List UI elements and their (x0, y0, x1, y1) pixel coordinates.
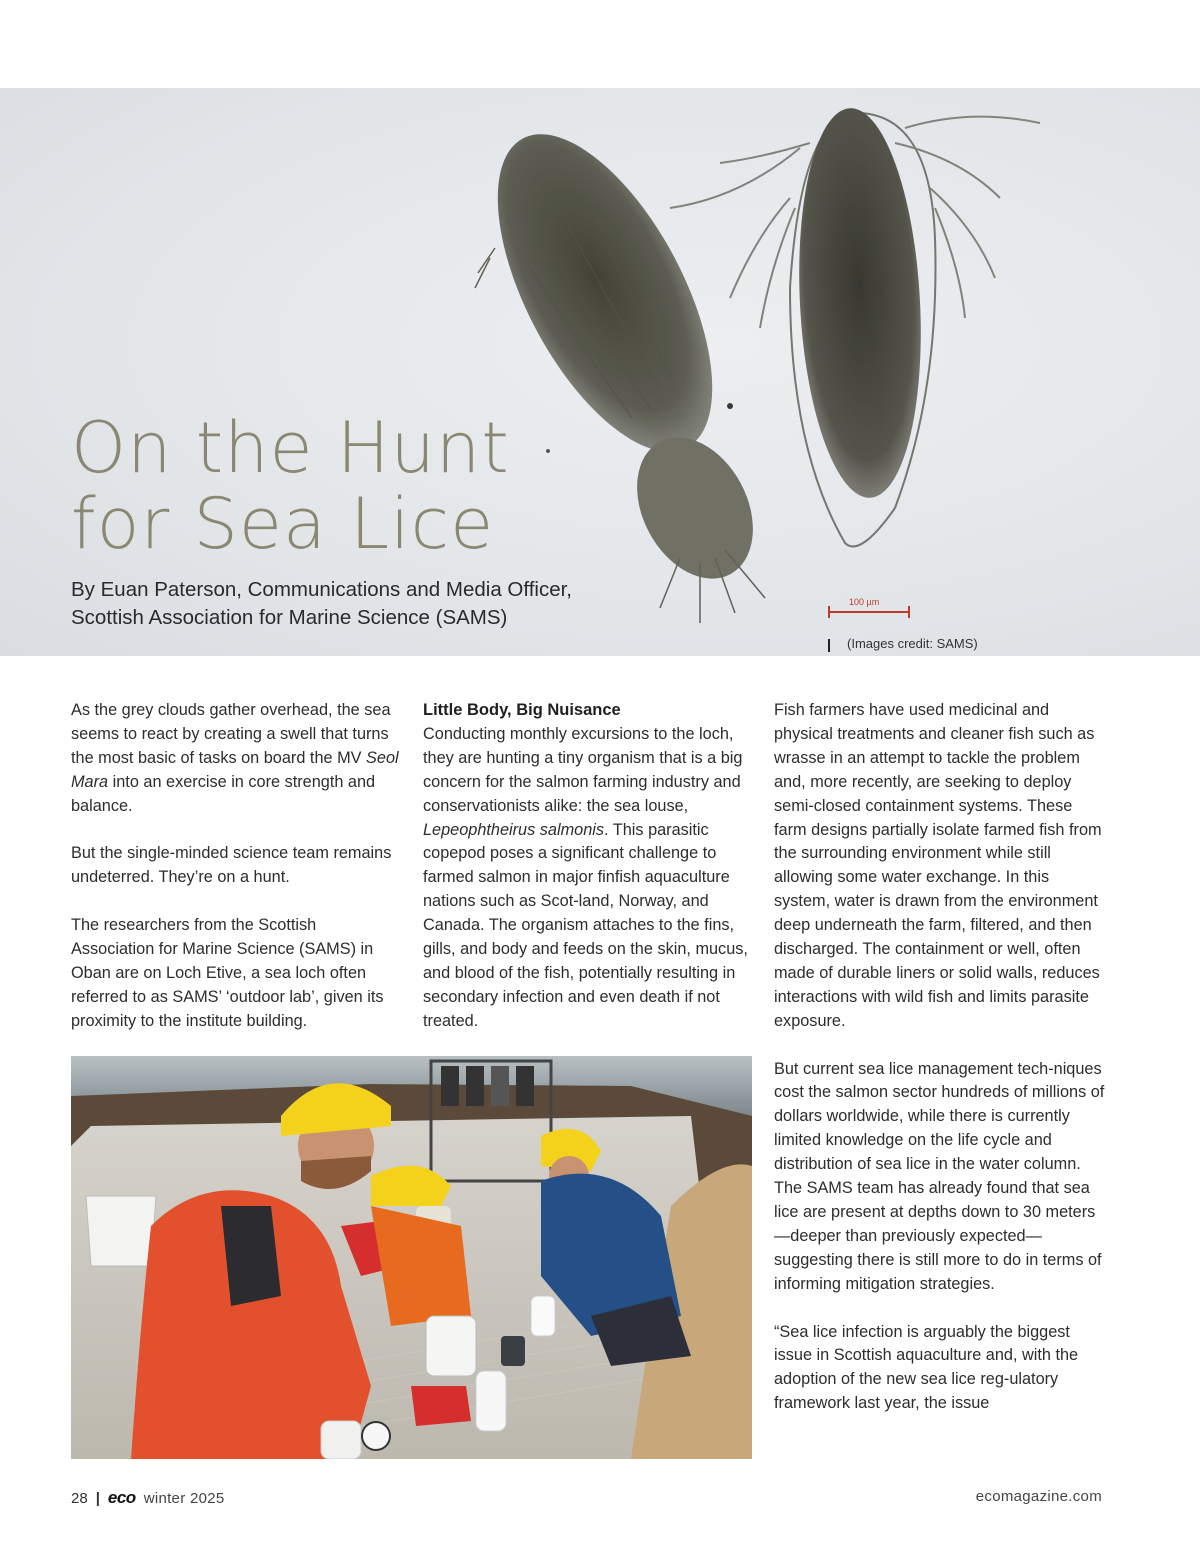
scale-bar (829, 606, 909, 618)
footer-separator: | (95, 1489, 100, 1507)
paragraph-text: Conducting monthly excursions to the loch, they are hunting a tiny organism that is a big concern for the salmon farming industry and conservationists alike: the sea louse, (423, 724, 743, 815)
sea-lice-microscope-image (0, 88, 1200, 656)
page-footer-left (71, 1488, 225, 1508)
article-column-2 (423, 699, 755, 1034)
paragraph-text: into an exercise in core strength and balance. (71, 772, 376, 815)
credit-divider (828, 639, 830, 652)
byline-line-2: Scottish Association for Marine Science (SAMS) (71, 606, 508, 629)
paragraph: But current sea lice management tech-niques cost the salmon sector hundreds of millions of dollars worldwide, while there is currently limited knowledge on the life cycle and distribution of sea lice in the water column. The SAMS team has already found that sea lice are present at depths down to 30 meters—deeper than previously expected—suggesting there is still more to do in terms of informing mitigation strategies. (774, 1059, 1105, 1293)
paragraph-text: As the grey clouds gather overhead, the sea seems to react by creating a swell that turns the most basic of tasks on board the MV (71, 701, 391, 767)
magazine-logo: eco (107, 1488, 136, 1507)
byline-line-1: By Euan Paterson, Communications and Media Officer, (71, 578, 572, 601)
article-column-1 (71, 699, 401, 1034)
issue-label: winter 2025 (143, 1489, 225, 1507)
paragraph: “Sea lice infection is arguably the biggest issue in Scottish aquaculture and, with the adoption of the new sea lice reg-ulatory framework last year, the issue (774, 1322, 1079, 1413)
paragraph: Fish farmers have used medicinal and physical treatments and cleaner fish such as wrasse in an attempt to tackle the problem and, more recently, are seeking to deploy semi-closed containment systems. These farm designs partially isolate farmed fish from the surrounding environment while still allowing some water exchange. In this system, water is drawn from the environment deep underneath the farm, filtered, and then discharged. The containment or well, often made of durable liners or solid walls, reduces interactions with wild fish and limits parasite exposure. (774, 701, 1102, 1030)
scale-bar-label: 100 µm (849, 597, 880, 607)
article-byline (71, 576, 691, 632)
paragraph: But the single-minded science team remains undeterred. They’re on a hunt. (71, 844, 392, 887)
article-column-3 (774, 699, 1106, 1416)
paragraph-text: . This parasitic copepod poses a significant challenge to farmed salmon in major finfish aquaculture nations such as Scot-land, Norway, and Canada. The organism attaches to the fins, gills, and body and feeds on the skin, mucus, and blood of the fish, potentially resulting in secondary infection and even death if not treated. (423, 820, 748, 1030)
title-line-1: On the Hunt (71, 407, 510, 489)
boat-scene-illustration (71, 1056, 752, 1459)
species-name: Lepeophtheirus salmonis (423, 820, 605, 839)
paragraph (71, 699, 401, 819)
title-line-2: for Sea Lice (71, 483, 495, 565)
article-title (71, 407, 631, 565)
hero-section (0, 88, 1200, 656)
researchers-photo (71, 1056, 752, 1459)
website-link[interactable]: ecomagazine.com (975, 1488, 1102, 1505)
page-number: 28 (71, 1489, 88, 1507)
section-subheading: Little Body, Big Nuisance (423, 701, 621, 719)
image-credit: (Images credit: SAMS) (847, 636, 978, 651)
vessel-name: Seol Mara (71, 748, 399, 791)
paragraph (423, 723, 755, 1034)
paragraph: The researchers from the Scottish Association for Marine Science (SAMS) in Oban are on Loch Etive, a sea loch often referred to as SAMS’ ‘outdoor lab’, given its proximity to the institute building. (71, 916, 384, 1030)
